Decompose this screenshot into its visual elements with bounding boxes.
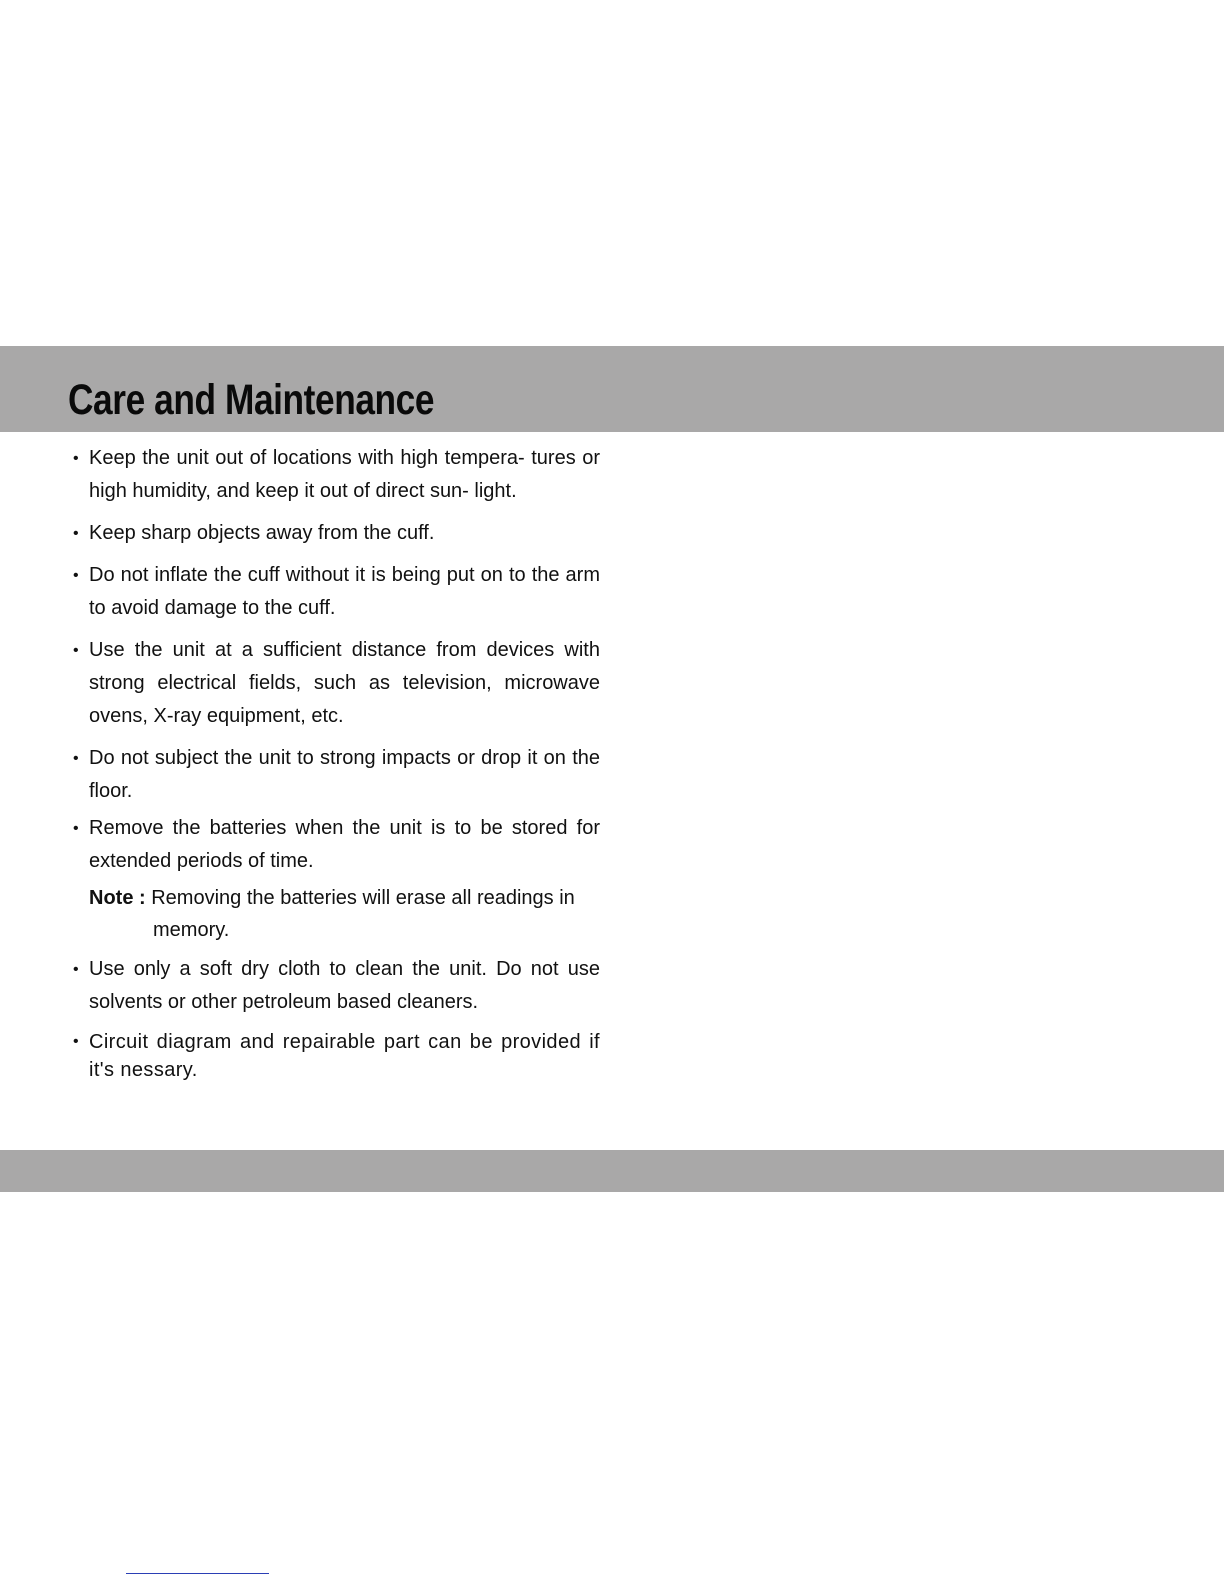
list-item-text: Keep sharp objects away from the cuff.	[89, 522, 435, 544]
list-item-text: Keep the unit out of locations with high tempera- tures or high humidity, and keep it out of direct sun- light.	[89, 447, 600, 502]
list-item	[72, 1028, 600, 1084]
bullet-icon: •	[73, 820, 79, 837]
note-label: Note :	[89, 887, 146, 909]
list-item	[72, 742, 600, 808]
bullet-icon: •	[73, 450, 79, 467]
care-list	[72, 442, 600, 1084]
bullet-icon: •	[73, 750, 79, 767]
list-item-text: Use the unit at a sufficient distance from devices with strong electrical fields, such as television, microwave ovens, X-ray equipment, etc.	[89, 639, 600, 727]
list-item	[72, 812, 600, 878]
bullet-icon: •	[73, 1033, 80, 1050]
bullet-icon: •	[73, 567, 79, 584]
list-item-text: Circuit diagram and repairable part can be provided if it's nessary.	[89, 1031, 600, 1081]
bullet-icon: •	[73, 525, 79, 542]
footer-link-line	[126, 1573, 269, 1574]
page-title: Care and Maintenance	[68, 376, 435, 424]
list-item-text: Use only a soft dry cloth to clean the unit. Do not use solvents or other petroleum based cleaners.	[89, 958, 600, 1013]
list-item	[72, 517, 600, 550]
note-block	[72, 882, 600, 946]
bullet-icon: •	[73, 642, 79, 659]
list-item	[72, 953, 600, 1019]
list-item	[72, 559, 600, 625]
bullet-icon: •	[73, 961, 79, 978]
note-text: Removing the batteries will erase all readings in memory.	[151, 887, 575, 941]
list-item-text: Do not subject the unit to strong impacts or drop it on the floor.	[89, 747, 600, 802]
list-item	[72, 442, 600, 508]
list-item-text: Remove the batteries when the unit is to be stored for extended periods of time.	[89, 817, 600, 872]
footer-band	[0, 1150, 1224, 1192]
list-item	[72, 634, 600, 733]
list-item-text: Do not inflate the cuff without it is being put on to the arm to avoid damage to the cuff.	[89, 564, 600, 619]
